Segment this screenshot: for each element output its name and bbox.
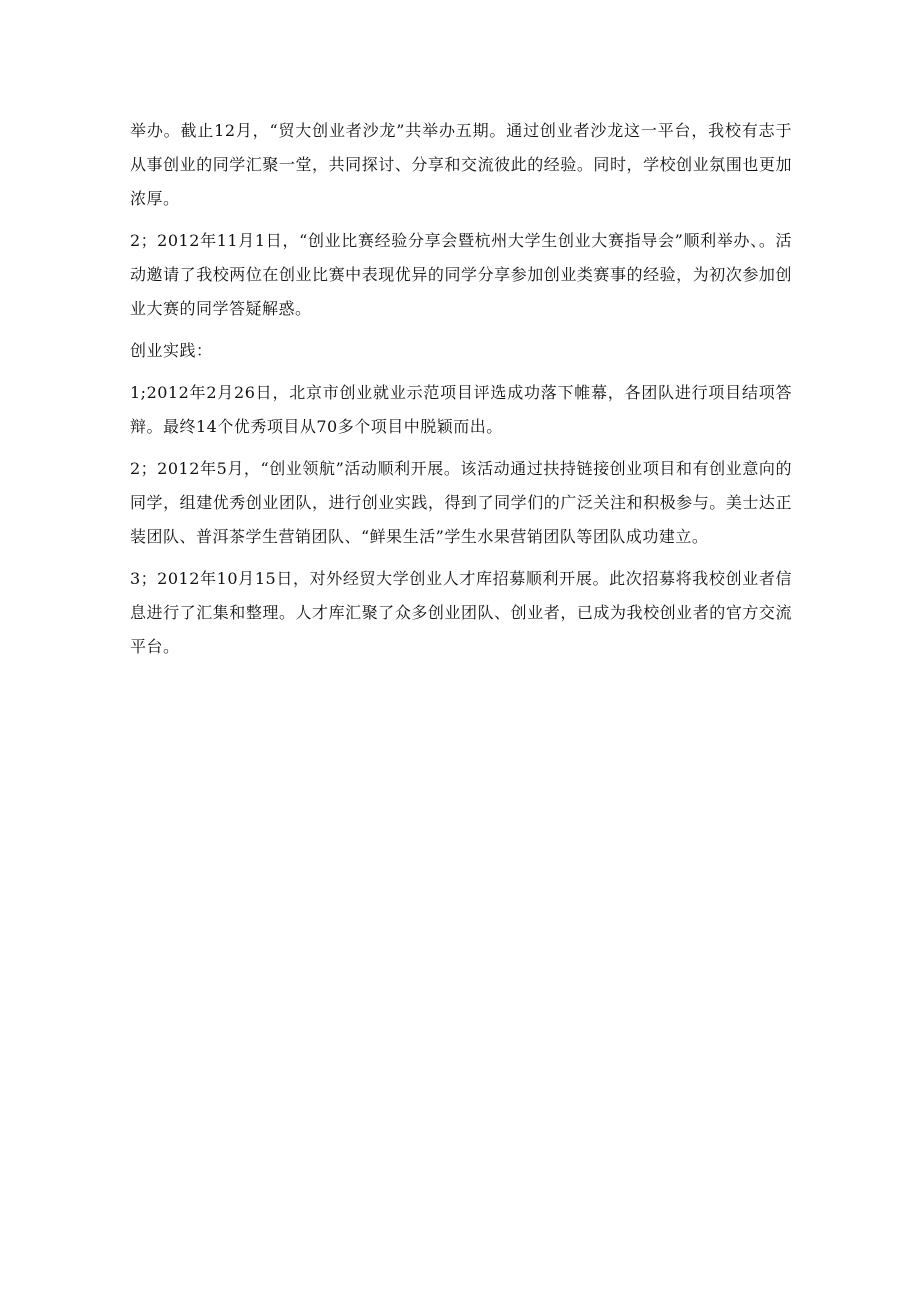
document-body (130, 114, 792, 672)
section-heading-practice: 创业实践： (130, 341, 213, 360)
paragraph-competition-sharing: 2；2012年11月1日，“创业比赛经验分享会暨杭州大学生创业大赛指导会”顺利举办、。活动邀请了我校两位在创业比赛中表现优异的同学分享参加创业类赛事的经验，为初次参加创业大赛的同学答疑解惑。 (130, 231, 792, 318)
paragraph-salon-summary: 举办。截止12月，“贸大创业者沙龙”共举办五期。通过创业者沙龙这一平台，我校有志于从事创业的同学汇聚一堂，共同探讨、分享和交流彼此的经验。同时，学校创业氛围也更加浓厚。 (130, 121, 792, 208)
paragraph-demo-project: 1;2012年2月26日，北京市创业就业示范项目评选成功落下帷幕，各团队进行项目结项答辩。最终14个优秀项目从70多个项目中脱颖而出。 (130, 383, 792, 436)
paragraph-talent-pool: 3；2012年10月15日，对外经贸大学创业人才库招募顺利开展。此次招募将我校创业者信息进行了汇集和整理。人才库汇聚了众多创业团队、创业者，已成为我校创业者的官方交流平台。 (130, 569, 792, 656)
paragraph-leadership-activity: 2；2012年5月，“创业领航”活动顺利开展。该活动通过扶持链接创业项目和有创业意向的同学，组建优秀创业团队，进行创业实践，得到了同学们的广泛关注和积极参与。美士达正装团队、普洱茶学生营销团队、“鲜果生活”学生水果营销团队等团队成功建立。 (130, 459, 792, 546)
